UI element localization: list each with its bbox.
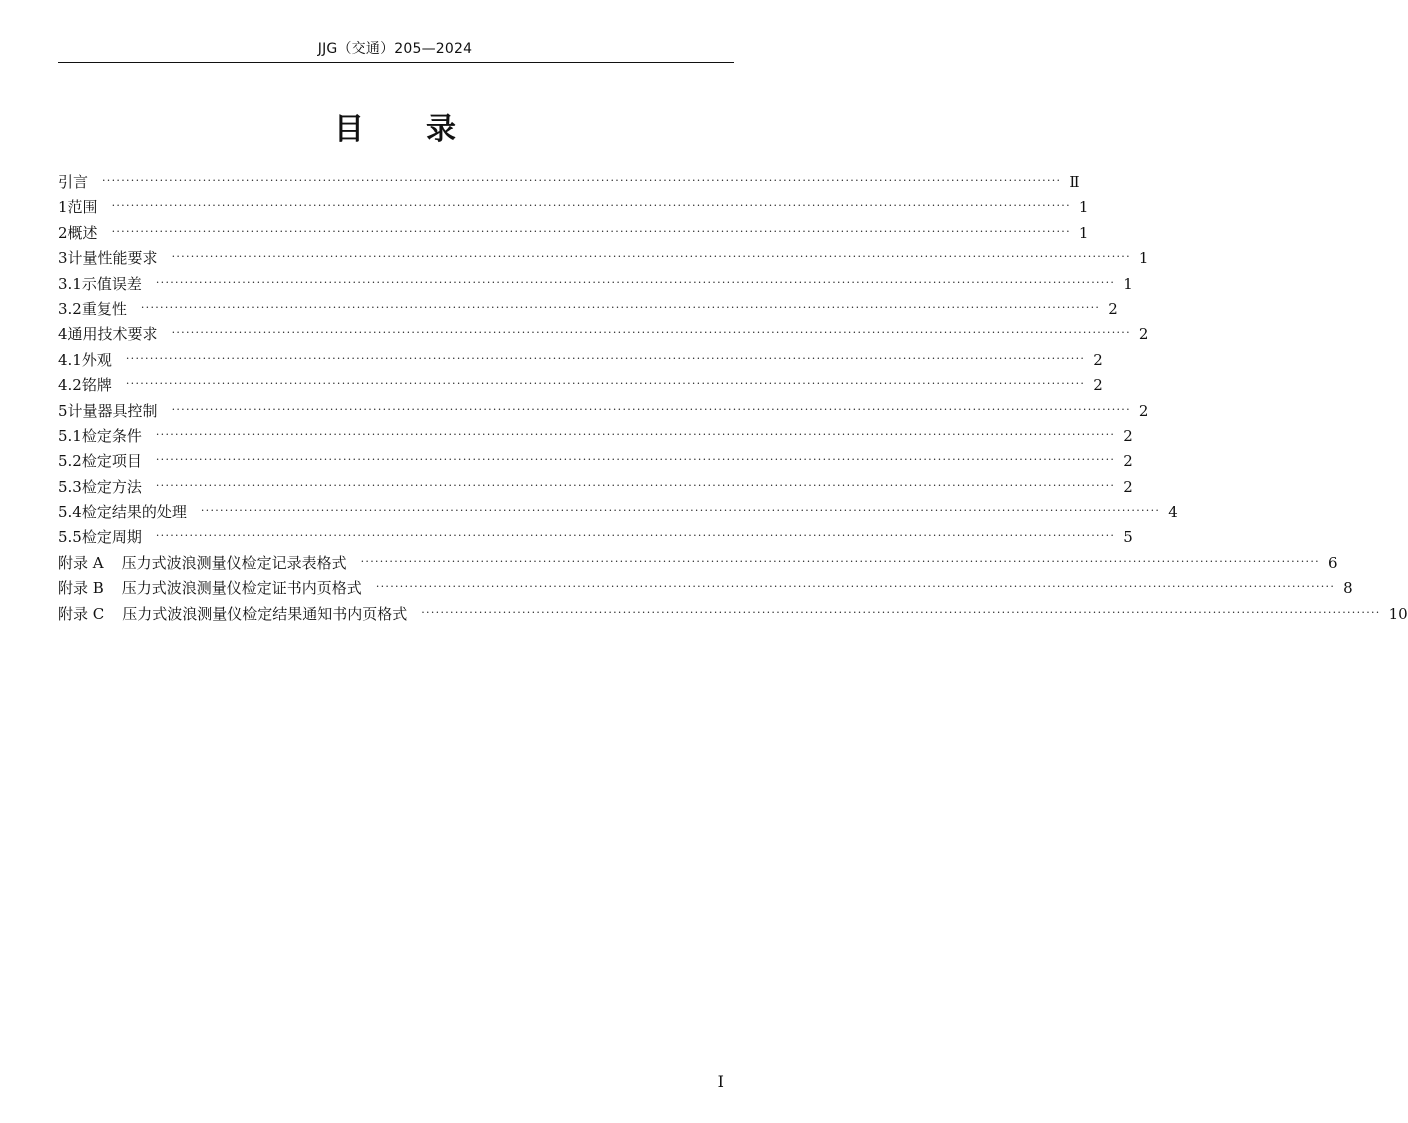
toc-entry-number: 5.1 <box>58 426 82 445</box>
toc-entry[interactable] <box>58 500 1178 525</box>
toc-entry-number: 附录 C <box>58 604 105 623</box>
toc-entry-label: 通用技术要求 <box>67 325 158 344</box>
toc-leader-dots: ········································································································································································································ <box>360 554 1320 568</box>
toc-entry[interactable] <box>58 221 1089 246</box>
toc-entry-page: 2 <box>1138 325 1149 344</box>
toc-entry-label: 引言 <box>58 173 89 191</box>
toc-entry-page: 8 <box>1343 579 1353 598</box>
toc-entry-label: 压力式波浪测量仪检定证书内页格式 <box>121 579 362 598</box>
toc-entry-label: 压力式波浪测量仪检定记录表格式 <box>121 553 347 572</box>
toc-entry-page: 4 <box>1168 503 1178 522</box>
toc-entry-label: 计量性能要求 <box>67 249 158 268</box>
toc-entry[interactable] <box>58 449 1133 474</box>
toc-entry-number: 1 <box>58 198 68 217</box>
toc-entry[interactable] <box>58 195 1089 220</box>
toc-entry-page: 2 <box>1123 452 1133 471</box>
toc-entry-page: 1 <box>1123 274 1133 293</box>
toc-entry-number: 3.1 <box>58 274 82 293</box>
toc-entry-number: 3.2 <box>58 299 82 318</box>
title-char-1: 目 <box>334 112 364 147</box>
toc-leader-dots: ········································································································································································································ <box>125 377 1086 391</box>
toc-leader-dots: ········································································································································································································ <box>155 478 1116 492</box>
toc-leader-dots: ········································································································································································································ <box>171 402 1131 416</box>
toc-entry[interactable] <box>58 348 1103 373</box>
toc-entry-number: 4.1 <box>58 350 82 369</box>
toc-entry-label: 范围 <box>67 198 98 217</box>
toc-entry[interactable] <box>58 424 1133 449</box>
toc-entry[interactable] <box>58 322 1149 347</box>
toc-entry-page: 2 <box>1093 376 1103 395</box>
toc-entry[interactable] <box>58 399 1149 424</box>
toc-entry-page: 2 <box>1123 426 1133 445</box>
toc-leader-dots: ········································································································································································································ <box>155 427 1116 441</box>
toc-entry[interactable] <box>58 576 1353 601</box>
toc-entry-page: 1 <box>1138 249 1149 268</box>
toc-entry-number: 5.4 <box>58 503 82 522</box>
toc-leader-dots: ········································································································································································································ <box>171 250 1131 264</box>
toc-entry[interactable] <box>58 525 1133 550</box>
toc-leader-dots: ········································································································································································································ <box>102 174 1062 187</box>
toc-entry-page: 6 <box>1327 553 1338 572</box>
toc-entry-label: 外观 <box>81 350 112 369</box>
toc-entry[interactable] <box>58 475 1133 500</box>
toc-entry[interactable] <box>58 551 1338 576</box>
running-header: JJG（交通）205—2024 <box>317 41 473 57</box>
toc-entry-label: 检定条件 <box>81 426 142 445</box>
toc-leader-dots: ········································································································································································································ <box>155 275 1116 289</box>
toc-entry-number: 2 <box>58 223 68 242</box>
toc-leader-dots: ········································································································································································································ <box>155 453 1116 467</box>
toc-entry-label: 检定周期 <box>81 528 142 547</box>
toc-entry-number: 5 <box>58 401 68 420</box>
toc-entry[interactable] <box>58 170 1080 195</box>
toc-leader-dots: ········································································································································································································ <box>111 199 1071 213</box>
toc-entry-number: 5.3 <box>58 477 82 496</box>
toc-entry-page: 2 <box>1138 401 1149 420</box>
toc-entry-number: 4 <box>58 325 68 344</box>
title-char-2: 录 <box>426 112 456 147</box>
toc-entry[interactable] <box>58 297 1118 322</box>
toc-leader-dots: ········································································································································································································ <box>171 326 1131 340</box>
toc-entry-label: 检定结果的处理 <box>81 503 187 522</box>
toc-entry-number: 5.5 <box>58 528 82 547</box>
toc-entry-label: 计量器具控制 <box>67 401 158 420</box>
toc-entry[interactable] <box>58 373 1103 398</box>
toc-entry-page: 2 <box>1123 477 1133 496</box>
toc-entry-label: 示值误差 <box>81 274 142 293</box>
toc-entry-page: 1 <box>1078 198 1089 217</box>
toc-leader-dots: ········································································································································································································ <box>155 529 1116 543</box>
toc-leader-dots: ········································································································································································································ <box>421 605 1381 619</box>
toc-entry-page: 2 <box>1108 299 1118 318</box>
toc-entry[interactable] <box>58 272 1133 297</box>
toc-leader-dots: ········································································································································································································ <box>140 300 1101 314</box>
toc-entry-label: 压力式波浪测量仪检定结果通知书内页格式 <box>122 604 408 623</box>
table-of-contents <box>58 170 1408 627</box>
toc-entry-page: 1 <box>1078 223 1089 242</box>
toc-entry-page: 10 <box>1388 604 1408 623</box>
toc-entry-number: 4.2 <box>58 376 82 395</box>
toc-leader-dots: ········································································································································································································ <box>375 580 1336 594</box>
toc-entry-label: 重复性 <box>81 299 127 318</box>
toc-leader-dots: ········································································································································································································ <box>200 504 1161 518</box>
toc-entry-label: 概述 <box>67 223 98 242</box>
toc-entry-page: 2 <box>1093 350 1103 369</box>
toc-entry-page: 5 <box>1123 528 1133 547</box>
toc-entry-number: 5.2 <box>58 452 82 471</box>
toc-entry[interactable] <box>58 246 1149 271</box>
header-rule <box>58 62 734 63</box>
footer-page-number: Ⅰ <box>717 1072 724 1091</box>
toc-entry-number: 附录 A <box>58 553 104 572</box>
page-title <box>0 104 790 148</box>
toc-entry-number: 3 <box>58 249 68 268</box>
toc-leader-dots: ········································································································································································································ <box>125 351 1086 365</box>
toc-entry-label: 铭牌 <box>81 376 112 395</box>
toc-leader-dots: ········································································································································································································ <box>111 224 1071 238</box>
toc-entry-number: 附录 B <box>58 579 104 598</box>
toc-entry-label: 检定项目 <box>81 452 142 471</box>
toc-entry-page: Ⅱ <box>1069 173 1080 191</box>
toc-entry-label: 检定方法 <box>81 477 142 496</box>
toc-entry[interactable] <box>58 602 1408 627</box>
